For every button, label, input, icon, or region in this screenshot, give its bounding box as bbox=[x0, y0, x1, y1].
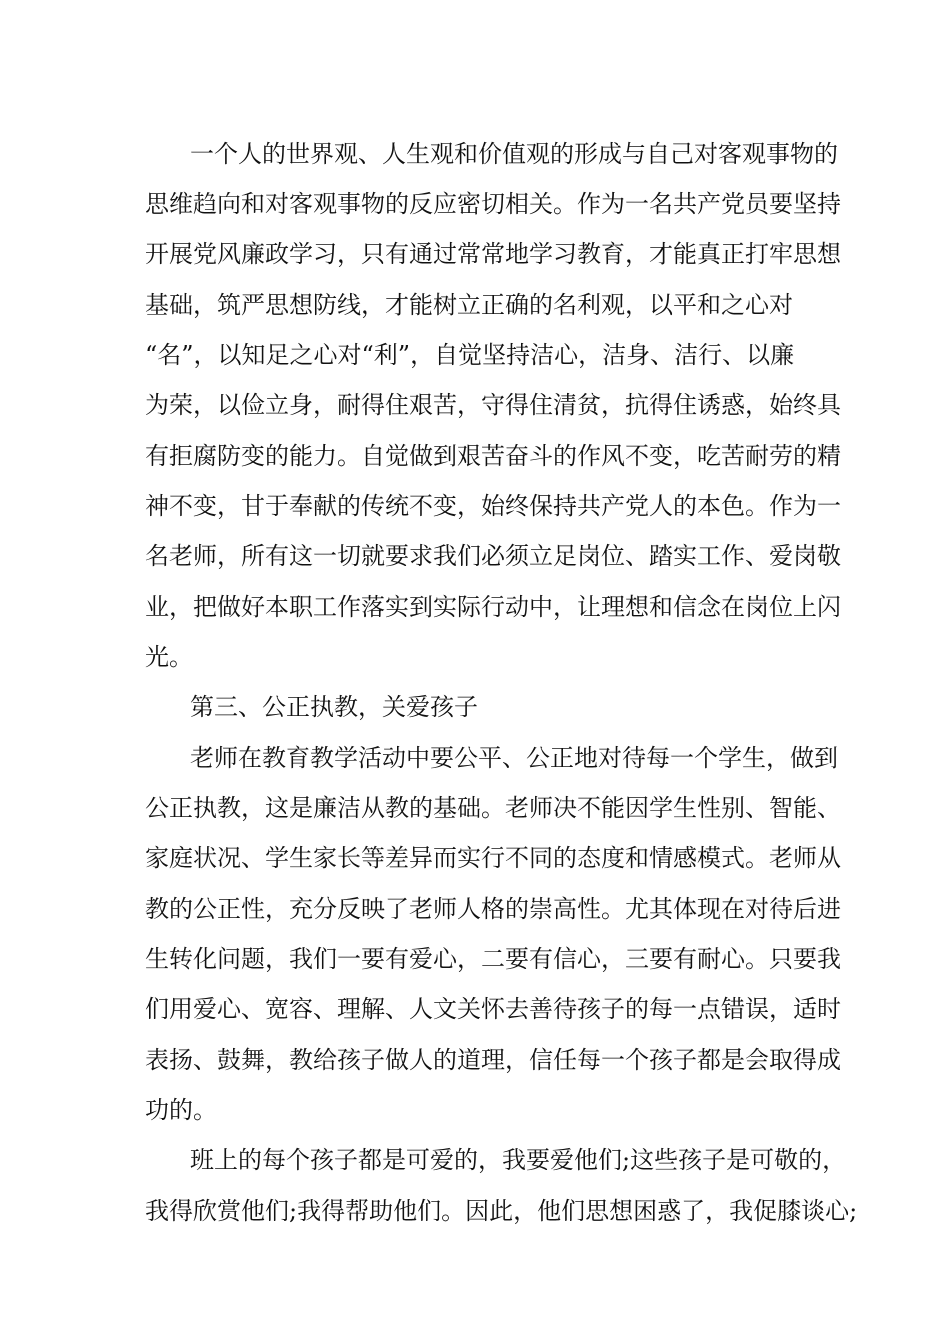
paragraph-line-16: 教的公正性，充分反映了老师人格的崇高性。尤其体现在对待后进 bbox=[145, 895, 841, 923]
paragraph-line-5: “名”，以知足之心对“利”，自觉坚持洁心，洁身、洁行、以廉 bbox=[145, 341, 795, 369]
paragraph-line-15: 家庭状况、学生家长等差异而实行不同的态度和情感模式。老师从 bbox=[145, 844, 841, 872]
paragraph-line-14: 公正执教，这是廉洁从教的基础。老师决不能因学生性别、智能、 bbox=[145, 794, 841, 822]
paragraph-line-6: 为荣，以俭立身，耐得住艰苦，守得住清贫，抗得住诱惑，始终具 bbox=[145, 391, 841, 419]
paragraph-line-1: 一个人的世界观、人生观和价值观的形成与自己对客观事物的 bbox=[190, 140, 838, 168]
paragraph-line-8: 神不变，甘于奉献的传统不变，始终保持共产党人的本色。作为一 bbox=[145, 492, 841, 520]
paragraph-line-2: 思维趋向和对客观事物的反应密切相关。作为一名共产党员要坚持 bbox=[145, 190, 841, 218]
paragraph-line-4: 基础，筑严思想防线，才能树立正确的名利观，以平和之心对 bbox=[145, 291, 793, 319]
paragraph-line-9: 名老师，所有这一切就要求我们必须立足岗位、踏实工作、爱岗敬 bbox=[145, 542, 841, 570]
paragraph-line-3: 开展党风廉政学习，只有通过常常地学习教育，才能真正打牢思想 bbox=[145, 240, 841, 268]
paragraph-line-18: 们用爱心、宽容、理解、人文关怀去善待孩子的每一点错误，适时 bbox=[145, 995, 841, 1023]
paragraph-line-17: 生转化问题，我们一要有爱心，二要有信心，三要有耐心。只要我 bbox=[145, 945, 841, 973]
paragraph-line-21: 班上的每个孩子都是可爱的，我要爱他们;这些孩子是可敬的， bbox=[190, 1146, 847, 1174]
paragraph-line-10: 业，把做好本职工作落实到实际行动中，让理想和信念在岗位上闪 bbox=[145, 593, 841, 621]
paragraph-line-22: 我得欣赏他们;我得帮助他们。因此，他们思想困惑了，我促膝谈心; bbox=[145, 1197, 858, 1225]
section-heading: 第三、公正执教，关爱孩子 bbox=[190, 693, 478, 721]
paragraph-line-11: 光。 bbox=[145, 643, 193, 671]
paragraph-line-19: 表扬、鼓舞，教给孩子做人的道理，信任每一个孩子都是会取得成 bbox=[145, 1046, 841, 1074]
paragraph-line-13: 老师在教育教学活动中要公平、公正地对待每一个学生，做到 bbox=[190, 744, 838, 772]
paragraph-line-20: 功的。 bbox=[145, 1096, 217, 1124]
paragraph-line-7: 有拒腐防变的能力。自觉做到艰苦奋斗的作风不变，吃苦耐劳的精 bbox=[145, 442, 841, 470]
